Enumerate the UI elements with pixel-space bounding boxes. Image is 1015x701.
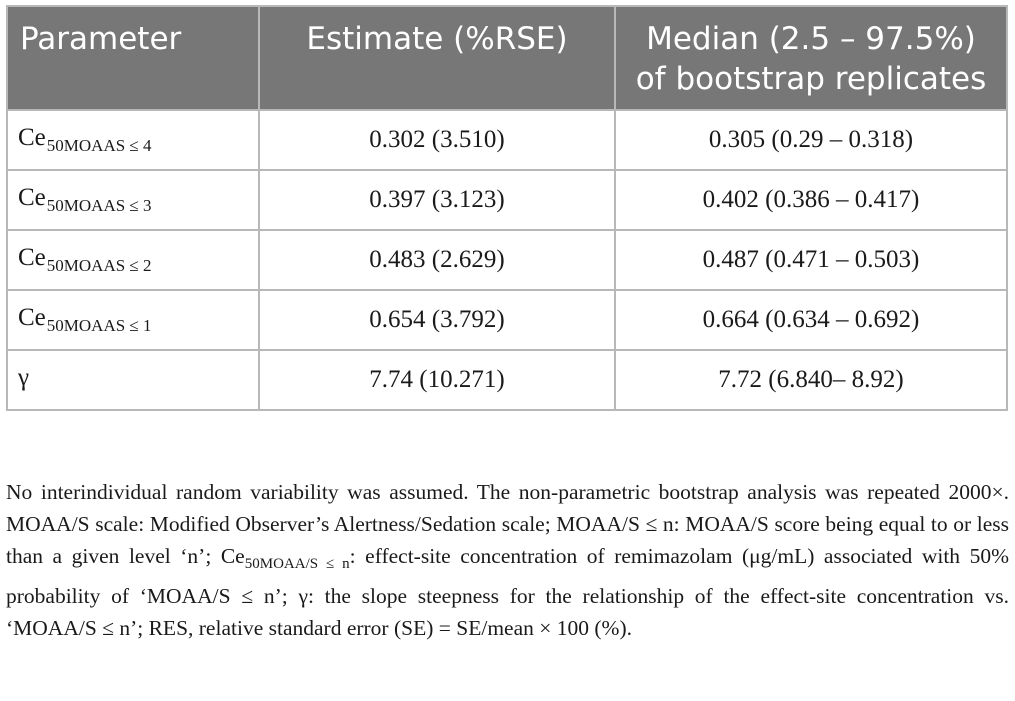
footnote-subscript: 50MOAA/S ≤ n	[244, 556, 350, 572]
param-subscript: 50MOAAS ≤ 3	[46, 196, 152, 215]
footnote-part-2: : effect-site concentration of remimazolam (μg/mL) associated with 50% probability of ‘MOAA/S ≤ n’; γ: the slope steepness for the relationship of the effect-site concentration vs. ‘MOAA/S ≤ n’; RES, relative standard error (SE) = SE/mean × 100 (%).	[6, 544, 1009, 640]
table-row	[7, 110, 1007, 170]
table-footnote	[6, 476, 1009, 644]
param-symbol: Ce	[18, 124, 46, 151]
header-parameter: Parameter	[7, 6, 259, 110]
footnote-part-1: No interindividual random variability was assumed. The non-parametric bootstrap analysis was repeated 2000×. MOAA/S scale: Modified Observer’s Alertness/Sedation scale; MOAA/S ≤ n: MOAA/S score being equal to or less than a given level ‘n’; Ce	[6, 480, 1009, 568]
param-subscript: 50MOAAS ≤ 4	[46, 136, 152, 155]
param-cell	[7, 230, 259, 290]
estimate-cell: 0.654 (3.792)	[259, 290, 615, 350]
median-cell: 0.402 (0.386 – 0.417)	[615, 170, 1007, 230]
table-row	[7, 170, 1007, 230]
param-cell	[7, 350, 259, 410]
header-estimate: Estimate (%RSE)	[259, 6, 615, 110]
table-header-row	[7, 6, 1007, 110]
median-cell: 0.487 (0.471 – 0.503)	[615, 230, 1007, 290]
param-symbol: γ	[18, 364, 30, 391]
table-row	[7, 230, 1007, 290]
parameter-table	[6, 5, 1008, 411]
param-symbol: Ce	[18, 184, 46, 211]
param-cell	[7, 290, 259, 350]
estimate-cell: 0.397 (3.123)	[259, 170, 615, 230]
estimate-cell: 0.302 (3.510)	[259, 110, 615, 170]
median-cell: 7.72 (6.840– 8.92)	[615, 350, 1007, 410]
param-symbol: Ce	[18, 304, 46, 331]
median-cell: 0.664 (0.634 – 0.692)	[615, 290, 1007, 350]
param-subscript: 50MOAAS ≤ 2	[46, 256, 152, 275]
table-row	[7, 290, 1007, 350]
header-median-bootstrap: Median (2.5 – 97.5%) of bootstrap replicates	[615, 6, 1007, 110]
param-cell	[7, 170, 259, 230]
table-row	[7, 350, 1007, 410]
param-symbol: Ce	[18, 244, 46, 271]
param-subscript: 50MOAAS ≤ 1	[46, 316, 152, 335]
param-cell	[7, 110, 259, 170]
estimate-cell: 0.483 (2.629)	[259, 230, 615, 290]
estimate-cell: 7.74 (10.271)	[259, 350, 615, 410]
median-cell: 0.305 (0.29 – 0.318)	[615, 110, 1007, 170]
